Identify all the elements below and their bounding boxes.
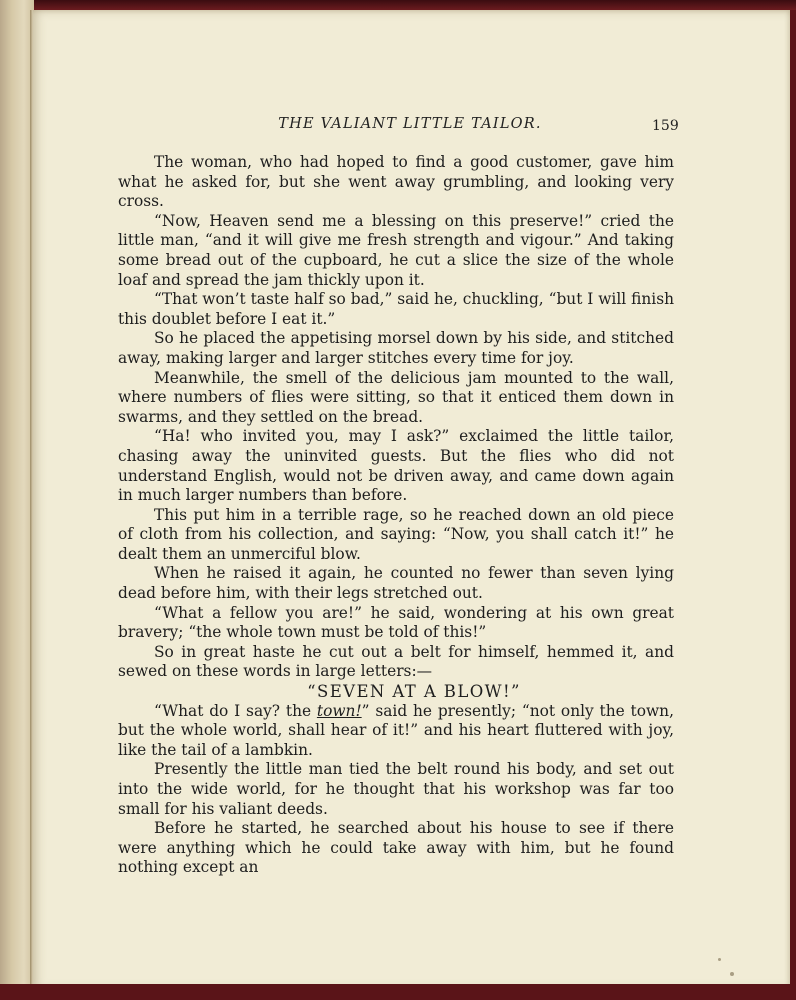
paragraph: When he raised it again, he counted no fewer than seven lying dead before him, with their legs stretched out. (118, 564, 674, 603)
paragraph (118, 702, 674, 761)
paragraph: Meanwhile, the smell of the delicious jam mounted to the wall, where numbers of flies were sitting, so that it enticed them down in swarms, and they settled on the bread. (118, 368, 674, 426)
paragraph: “That won’t taste half so bad,” said he, chuckling, “but I will finish this doublet before I eat it.” (118, 290, 675, 328)
book-cover-bottom-edge (0, 984, 796, 1000)
italic-word: town! (316, 701, 362, 720)
page-header (30, 114, 790, 134)
paragraph: “Now, Heaven send me a blessing on this preserve!” cried the little man, “and it will give me fresh strength and vigour.” And taking some bread out of the cupboard, he cut a slice the size of the whole loaf and spread the jam thickly upon it. (118, 211, 674, 289)
page-gutter-shadow (30, 10, 33, 990)
page-number: 159 (652, 118, 679, 134)
paper-foxing-spot (718, 958, 721, 961)
paragraph: This put him in a terrible rage, so he reached down an old piece of cloth from his collection, and saying: “Now, you shall catch it!” he dealt them an unmerciful blow. (118, 505, 674, 563)
page-stack-edge (0, 0, 34, 1000)
paragraph: “What a fellow you are!” he said, wondering at his own great bravery; “the whole town must be told of this!” (118, 603, 674, 642)
running-title: THE VALIANT LITTLE TAILOR. (278, 116, 542, 132)
paragraph: The woman, who had hoped to find a good customer, gave him what he asked for, but she went away grumbling, and looking very cross. (118, 153, 674, 211)
paragraph-text: ” said he presently; “not only the town, but the whole world, shall hear of it!” and his heart fluttered with joy, like the tail of a lambkin. (118, 701, 674, 759)
paragraph: Before he started, he searched about his house to see if there were anything which he could take away with him, but he found nothing except an (118, 819, 674, 877)
belt-inscription-heading: “SEVEN AT A BLOW!” (307, 682, 521, 702)
paper-foxing-spot (730, 972, 734, 976)
paragraph: So he placed the appetising morsel down by his side, and stitched away, making larger and larger stitches every time for joy. (118, 329, 674, 367)
paragraph: “Ha! who invited you, may I ask?” exclaimed the little tailor, chasing away the uninvited guests. But the flies who did not understand English, would not be driven away, and came down again in much larger numbers than before. (118, 427, 674, 505)
book-page (30, 10, 790, 990)
paragraph: Presently the little man tied the belt round his body, and set out into the wide world, for he thought that his workshop was far too small for his valiant deeds. (118, 760, 674, 818)
book-cover-top-edge (0, 0, 796, 10)
body-text (118, 153, 674, 878)
paragraph: So in great haste he cut out a belt for himself, hemmed it, and sewed on these words in large letters:— (118, 642, 674, 681)
paragraph-text: “What do I say? the (154, 701, 317, 720)
